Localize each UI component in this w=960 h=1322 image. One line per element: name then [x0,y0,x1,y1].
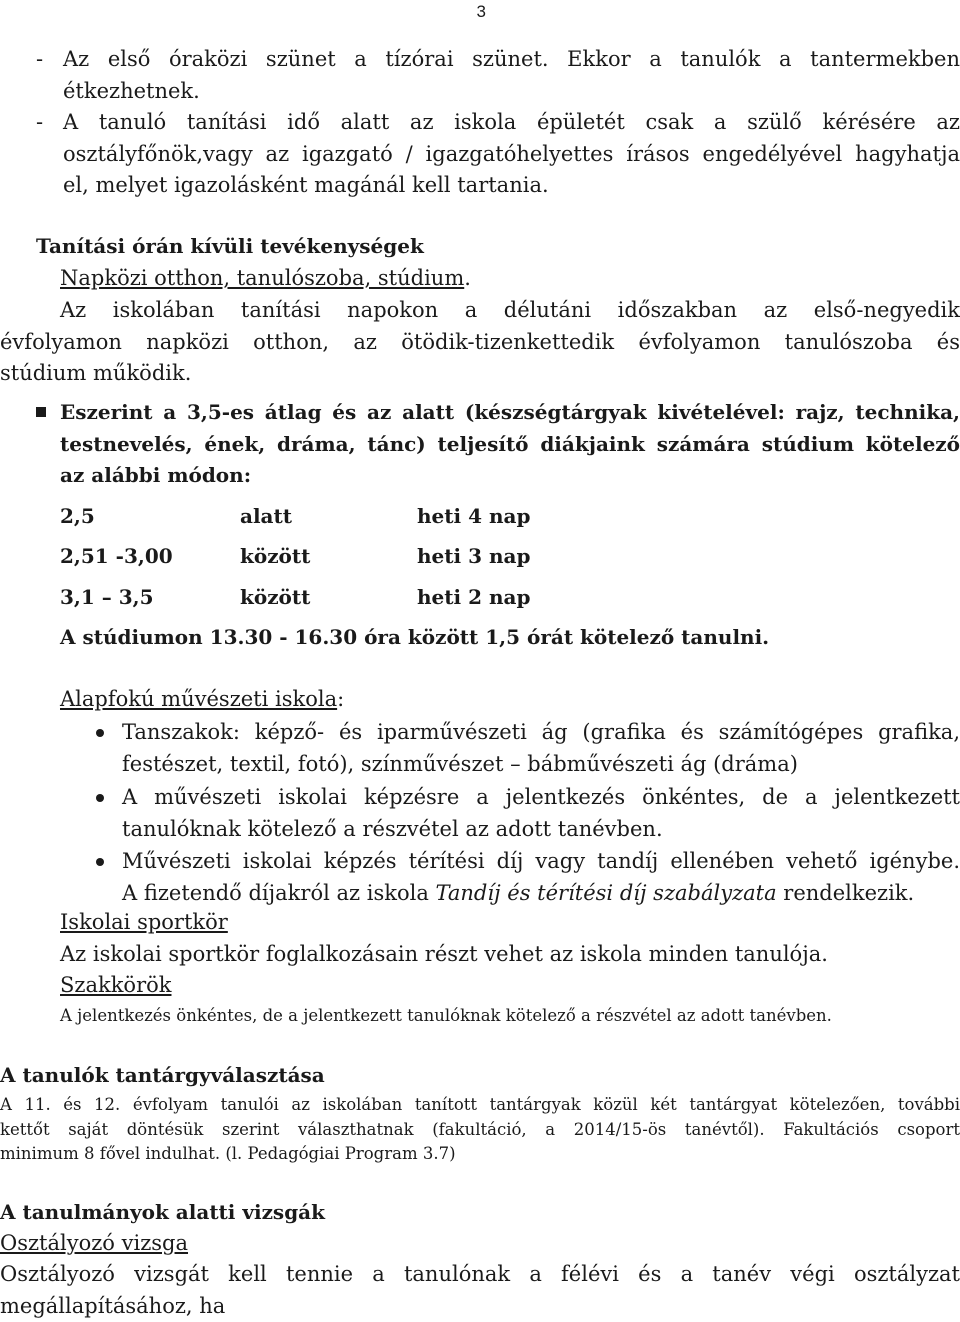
subject-choice-paragraph [0,1093,960,1167]
text-line: stúdium működik. [0,361,192,385]
text-line: festészet, textil, fotó), színművészet – bábművészeti ág (dráma) [122,751,798,776]
square-bullet [36,407,46,417]
studium-range: 2,51 -3,00 [60,544,173,568]
studium-relation: között [240,544,311,568]
sport-text: Az iskolai sportkör foglalkozásain részt vehet az iskola minden tanulója. [60,941,828,966]
text-line: A tanuló tanítási idő alatt az iskola épületét csak a szülő kérésére az [63,110,960,134]
studium-range: 2,5 [60,504,95,528]
page-number: 3 [476,2,486,21]
art-bullet [122,717,960,780]
studium-range: 3,1 – 3,5 [60,585,154,609]
studium-days: heti 3 nap [417,544,531,568]
text-line: A 11. és 12. évfolyam tanulói az iskolában tanított tantárgyak közül két tantárgyat kötelezően, további [0,1095,960,1114]
art-bullet [122,782,960,845]
dash-item [36,107,960,202]
dash-item [36,44,960,107]
bullet-dot [96,794,104,802]
studium-relation: alatt [240,504,292,528]
exams-heading: A tanulmányok alatti vizsgák [0,1200,325,1224]
clubs-section [60,970,960,1002]
text-line: évfolyamon napközi otthon, az ötödik-tizenkettedik évfolyamon tanulószoba és [0,329,960,354]
text-line: Tanszakok: képző- és iparművészeti ág (grafika és számítógépes grafika, [122,720,960,744]
text-line: étkezhetnek. [63,78,200,103]
studium-relation: között [240,585,311,609]
clubs-heading: Szakkörök [60,973,172,997]
text-line: kettőt saját döntésük szerint választhatnak (fakultáció, a 2014/15-ös tanévtől). Fakultációs csoport [0,1119,960,1139]
text-line: el, melyet igazolásként magánál kell tartania. [63,173,549,197]
sport-heading: Iskolai sportkör [60,910,228,934]
sport-section [60,907,960,970]
bullet-dot [96,858,104,866]
text-line: tanulóknak kötelező a részvétel az adott tanévben. [122,816,663,841]
studium-days: heti 4 nap [417,504,531,528]
subject-choice-heading: A tanulók tantárgyválasztása [0,1063,325,1087]
fee-rule: A fizetendő díjakról az iskola Tandíj és térítési díj szabályzata rendelkezik. [122,880,915,905]
text-line: Az első óraközi szünet a tízórai szünet. Ekkor a tanulók a tantermekben [63,47,960,71]
exams-paragraph [0,1259,960,1322]
art-bullet [122,846,960,909]
text-line: testnevelés, ének, dráma, tánc) teljesítő diákjaink számára stúdium kötelező [60,431,960,456]
text-line: megállapításához, ha [0,1293,226,1318]
section-paragraph [0,295,960,390]
text-line: minimum 8 fővel indulhat. (l. Pedagógiai Program 3.7) [0,1144,456,1163]
section-heading: Tanítási órán kívüli tevékenységek [36,234,424,258]
studium-rule [60,397,960,492]
text-line: A művészeti iskolai képzésre a jelentkezés önkéntes, de a jelentkezett [122,785,960,809]
exams-subheading: Osztályozó vizsga [0,1231,189,1255]
section-subheading: Napközi otthon, tanulószoba, stúdium. [60,266,471,290]
art-school-heading: Alapfokú művészeti iskola: [60,687,345,711]
studium-days: heti 2 nap [417,585,531,609]
text-line: Az iskolában tanítási napokon a délutáni időszakban az első-negyedik [60,298,960,322]
text-line: osztályfőnök,vagy az igazgató / igazgatóhelyettes írásos engedélyével hagyhatja [63,141,960,166]
dash-marker: - [36,110,44,134]
clubs-text: A jelentkezés önkéntes, de a jelentkezett tanulóknak kötelező a részvétel az adott tanévben. [60,1006,832,1025]
text-line: Osztályozó vizsgát kell tennie a tanulónak a félévi és a tanév végi osztályzat [0,1262,960,1286]
text-line: az alábbi módon: [60,463,252,487]
text-line: Művészeti iskolai képzés térítési díj vagy tandíj ellenében vehető igénybe. [122,849,960,873]
dash-marker: - [36,47,44,71]
text-line: Eszerint a 3,5-es átlag és az alatt (készségtárgyak kivételével: rajz, technika, [60,400,960,424]
bullet-dot [96,729,104,737]
